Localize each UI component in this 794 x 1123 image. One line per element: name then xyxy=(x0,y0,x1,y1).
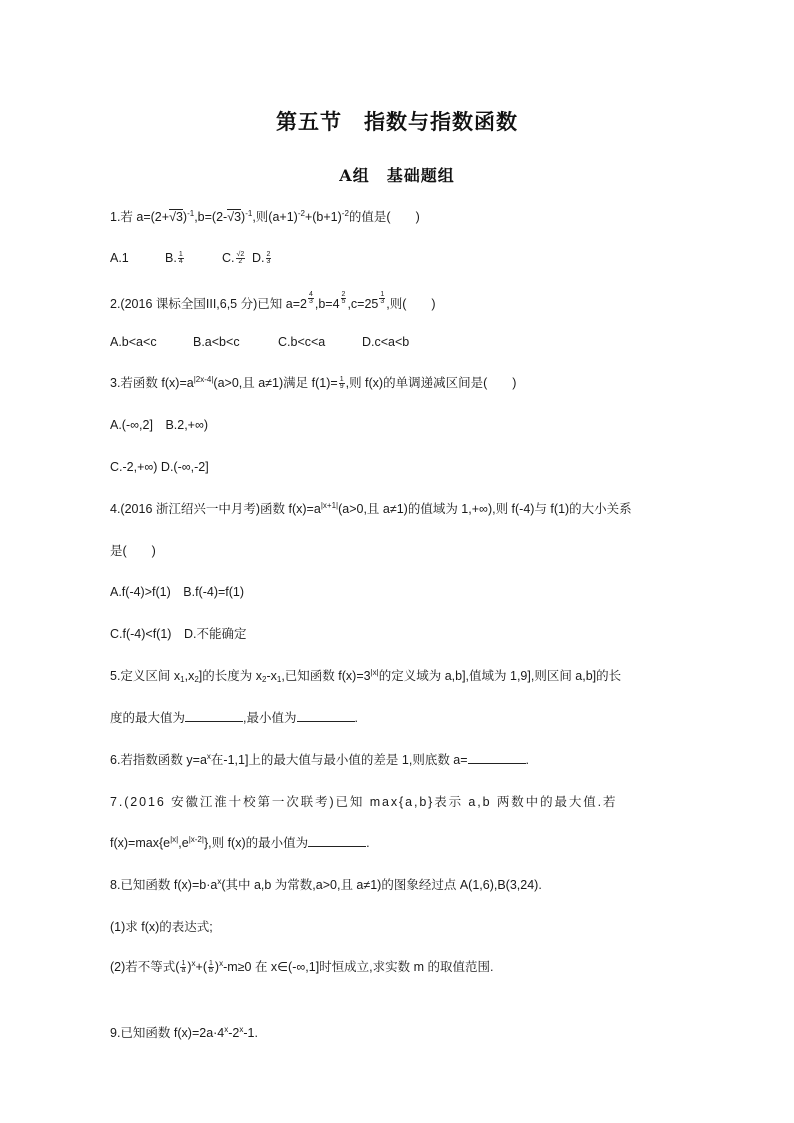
math-text-fragment: -2 xyxy=(297,209,305,218)
math-text-fragment: ) xyxy=(182,210,188,224)
math-text-fragment: ,b=(2- xyxy=(194,210,228,224)
q4-options-cd: C.f(-4)<f(1) D.不能确定 xyxy=(110,627,247,641)
math-text-fragment: 9 xyxy=(339,383,344,391)
fraction xyxy=(236,252,246,265)
math-text-fragment: ,b=4 xyxy=(314,297,340,311)
math-text-fragment: C. xyxy=(222,251,235,265)
math-text-fragment: 9.已知函数 f(x)=2a·4 xyxy=(110,1026,225,1040)
math-text-fragment: 3 xyxy=(266,258,271,266)
math-text-fragment: ) xyxy=(241,210,246,224)
math-text-fragment: 4.(2016 浙江绍兴一中月考)函数 f(x)=a xyxy=(110,502,321,516)
math-text-fragment: 6.若指数函数 y=a xyxy=(110,753,207,767)
math-text-fragment: },则 f(x)的最小值为 xyxy=(203,836,309,850)
math-text-fragment: -1 xyxy=(245,209,253,218)
math-text-fragment: 1 xyxy=(178,251,183,259)
math-text-fragment: ) xyxy=(187,960,192,974)
math-text-fragment: b xyxy=(209,967,213,975)
q2-option-d: D.c<a<b xyxy=(362,335,410,349)
answer-blank[interactable] xyxy=(185,710,243,722)
math-text-fragment: f(x)=max{e xyxy=(110,836,171,850)
math-text-fragment: -2 xyxy=(228,1026,240,1040)
math-text-fragment: 2 xyxy=(194,675,199,684)
math-text-fragment: x xyxy=(239,1025,244,1034)
math-text-fragment: 1 xyxy=(180,675,185,684)
math-text-fragment: 3 xyxy=(380,298,385,305)
math-text-fragment: 8.已知函数 f(x)=b·a xyxy=(110,878,218,892)
math-text-fragment: . xyxy=(366,836,370,850)
q1-option-a: A.1 xyxy=(110,251,129,265)
math-text-fragment: |x| xyxy=(170,835,179,844)
math-text-fragment: ) xyxy=(214,960,220,974)
math-text-fragment: 1 xyxy=(380,291,385,298)
question-8 xyxy=(110,877,542,893)
math-text-fragment: 2 xyxy=(238,258,243,266)
math-text-fragment: x xyxy=(206,752,211,761)
math-text-fragment: ,最小值为 xyxy=(243,711,297,725)
math-text-fragment: |x| xyxy=(370,668,379,677)
fraction xyxy=(208,961,214,974)
question-5-line-2 xyxy=(110,710,358,726)
math-text-fragment: √3 xyxy=(227,210,242,224)
q1-option-b xyxy=(165,250,185,266)
math-text-fragment: |x+1| xyxy=(320,501,339,510)
math-text-fragment: ,e xyxy=(178,836,189,850)
math-text-fragment: |2x-4| xyxy=(193,375,214,384)
math-text-fragment: 2.(2016 课标全国III,6,5 分)已知 a=2 xyxy=(110,297,307,311)
math-text-fragment: 1 xyxy=(339,376,344,384)
question-7: 7.(2016 安徽江淮十校第一次联考)已知 max{a,b}表示 a,b 两数中的最大值.若 xyxy=(110,795,618,809)
math-text-fragment: x xyxy=(224,1025,229,1034)
math-text-fragment: a xyxy=(181,967,186,975)
math-text-fragment: 1 xyxy=(209,960,213,968)
math-text-fragment: x xyxy=(191,959,196,968)
question-9 xyxy=(110,1025,258,1041)
fraction xyxy=(266,252,272,265)
math-text-fragment: -1. xyxy=(243,1026,258,1040)
math-text-fragment: ,则 f(x)的单调递减区间是( ) xyxy=(345,376,517,390)
question-4-line-2: 是( ) xyxy=(110,544,156,558)
question-5 xyxy=(110,668,621,684)
question-8-part-2 xyxy=(110,959,494,975)
question-4 xyxy=(110,501,632,517)
math-text-fragment: ,则( ) xyxy=(386,297,436,311)
question-3 xyxy=(110,375,516,391)
math-text-fragment: 的定义域为 a,b],值域为 1,9],则区间 a,b]的长 xyxy=(378,669,622,683)
math-text-fragment: 5.定义区间 x xyxy=(110,669,181,683)
math-text-fragment: 3 xyxy=(308,298,313,305)
math-text-fragment: 5 xyxy=(341,298,346,305)
fraction xyxy=(341,292,347,305)
math-text-fragment: -x xyxy=(266,669,277,683)
fraction xyxy=(180,961,186,974)
math-text-fragment: ,x xyxy=(184,669,195,683)
fraction xyxy=(178,252,184,265)
math-text-fragment: 1 xyxy=(181,960,186,968)
math-text-fragment: x xyxy=(219,959,224,968)
question-2 xyxy=(110,292,436,312)
math-text-fragment: 1.若 a=(2+ xyxy=(110,210,170,224)
q3-options-cd: C.-2,+∞) D.(-∞,-2] xyxy=(110,460,209,474)
math-text-fragment: √2 xyxy=(236,251,245,259)
q1-option-c xyxy=(222,250,246,266)
math-text-fragment: (其中 a,b 为常数,a>0,且 a≠1)的图象经过点 A(1,6),B(3,24). xyxy=(221,878,542,892)
math-text-fragment: |x-2| xyxy=(188,835,204,844)
q2-option-b: B.a<b<c xyxy=(193,335,240,349)
math-text-fragment: -2 xyxy=(341,209,349,218)
math-text-fragment: ,c=25 xyxy=(347,297,379,311)
math-text-fragment: 4 xyxy=(308,291,313,298)
question-8-part-1: (1)求 f(x)的表达式; xyxy=(110,920,213,934)
question-1 xyxy=(110,209,420,225)
math-text-fragment: ,已知函数 f(x)=3 xyxy=(281,669,371,683)
answer-blank[interactable] xyxy=(297,710,355,722)
q4-options-ab: A.f(-4)>f(1) B.f(-4)=f(1) xyxy=(110,585,245,599)
math-text-fragment: D. xyxy=(252,251,265,265)
fraction xyxy=(379,292,385,305)
answer-blank[interactable] xyxy=(468,752,526,764)
math-text-fragment: B. xyxy=(165,251,177,265)
math-text-fragment: +(b+1) xyxy=(304,210,342,224)
math-text-fragment: (a>0,且 a≠1)满足 f(1)= xyxy=(213,376,338,390)
q1-option-d xyxy=(252,250,272,266)
math-text-fragment: x xyxy=(217,877,222,886)
fraction xyxy=(308,292,314,305)
fraction xyxy=(339,377,345,390)
math-text-fragment: √3 xyxy=(169,210,183,224)
math-text-fragment: . xyxy=(354,711,358,725)
math-text-fragment: 3.若函数 f(x)=a xyxy=(110,376,194,390)
question-6 xyxy=(110,752,529,768)
math-text-fragment: 2 xyxy=(341,291,346,298)
q2-option-a: A.b<a<c xyxy=(110,335,157,349)
math-text-fragment: 4 xyxy=(178,258,183,266)
group-heading: A组 基础题组 xyxy=(339,166,455,185)
question-7-line-2 xyxy=(110,835,370,851)
math-text-fragment: +( xyxy=(195,960,207,974)
math-text-fragment: 度的最大值为 xyxy=(110,711,186,725)
math-text-fragment: 1 xyxy=(276,675,282,684)
math-text-fragment: (a>0,且 a≠1)的值域为 1,+∞),则 f(-4)与 f(1)的大小关系 xyxy=(338,502,632,516)
math-text-fragment: (2)若不等式( xyxy=(110,960,180,974)
math-text-fragment: ]的长度为 x xyxy=(198,669,262,683)
math-text-fragment: -m≥0 在 x∈(-∞,1]时恒成立,求实数 m 的取值范围. xyxy=(223,960,494,974)
math-text-fragment: ,则(a+1) xyxy=(252,210,298,224)
math-text-fragment: . xyxy=(525,753,530,767)
math-text-fragment: 在-1,1]上的最大值与最小值的差是 1,则底数 a= xyxy=(210,753,468,767)
section-title: 第五节 指数与指数函数 xyxy=(276,109,518,134)
q3-options-ab: A.(-∞,2] B.2,+∞) xyxy=(110,418,209,432)
math-text-fragment: 2 xyxy=(262,675,267,684)
q2-option-c: C.b<c<a xyxy=(278,335,326,349)
math-text-fragment: 的值是( ) xyxy=(348,210,420,224)
math-text-fragment: 2 xyxy=(266,251,271,259)
answer-blank[interactable] xyxy=(308,835,366,847)
math-text-fragment: -1 xyxy=(187,209,195,218)
